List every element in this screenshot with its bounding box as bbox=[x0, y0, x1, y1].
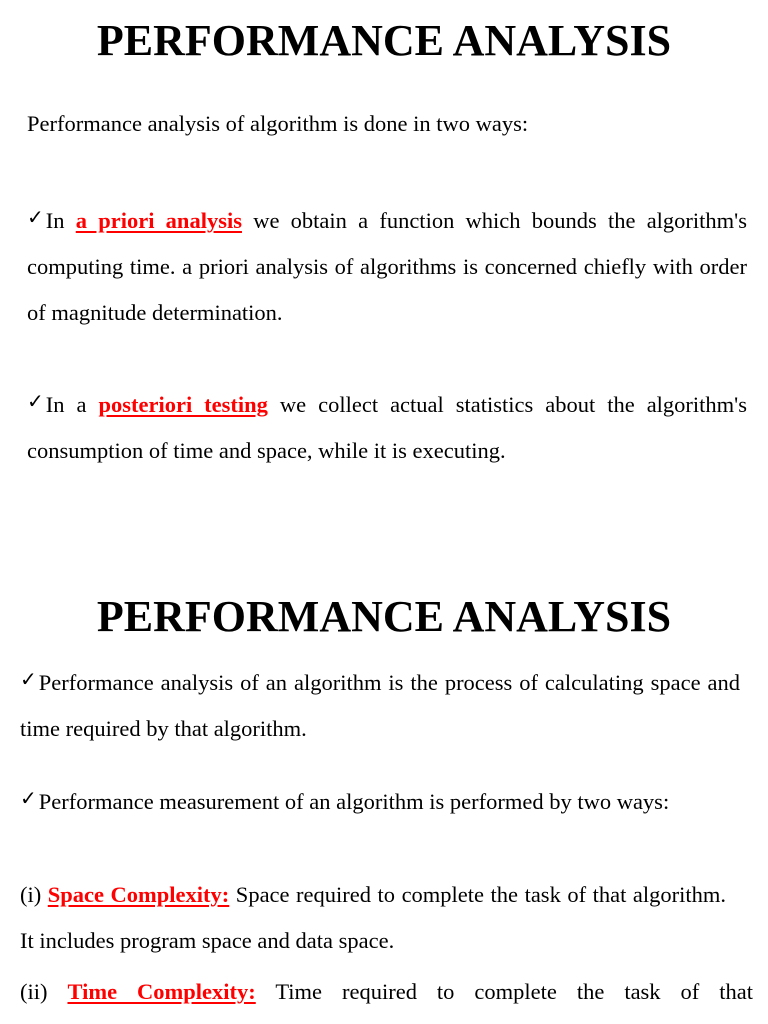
point-rest: we obtain a function which bounds the algorithm's computing time. a priori analysis of algorithms is concerned chiefly with order of magnitude determination. bbox=[27, 208, 747, 325]
item-lead: (i) bbox=[20, 882, 48, 907]
point-rest: we collect actual statistics about the algorithm's consumption of time and space, while it is executing. bbox=[27, 392, 747, 463]
item-lead: (ii) bbox=[20, 979, 68, 1004]
term-posteriori-testing: posteriori testing bbox=[98, 392, 268, 417]
slide-2 bbox=[0, 580, 768, 1024]
checkmark-icon: ✓ bbox=[20, 786, 37, 810]
point-text: Performance measurement of an algorithm is performed by two ways: bbox=[38, 789, 670, 814]
checkmark-icon: ✓ bbox=[27, 389, 44, 413]
checkmark-icon: ✓ bbox=[20, 667, 37, 691]
slide-2-item-space-complexity bbox=[20, 872, 726, 964]
slide-2-item-time-complexity bbox=[20, 969, 753, 1015]
term-space-complexity: Space Complexity: bbox=[47, 882, 230, 907]
point-text: Performance analysis of an algorithm is the process of calculating space and time required by that algorithm. bbox=[20, 670, 740, 741]
slide-2-point-measurement bbox=[20, 775, 753, 825]
point-lead: In a bbox=[45, 392, 99, 417]
term-a-priori-analysis: a priori analysis bbox=[75, 208, 242, 233]
slide-1-point-posteriori bbox=[27, 378, 747, 474]
slide-1-intro bbox=[27, 101, 747, 147]
item-rest: Time required to complete the task of that bbox=[255, 979, 753, 1004]
item-rest: Space required to complete the task of that algorithm. It includes program space and data space. bbox=[20, 882, 726, 953]
slide-1-title: PERFORMANCE ANALYSIS bbox=[96, 16, 672, 65]
term-time-complexity: Time Complexity: bbox=[67, 979, 256, 1004]
checkmark-icon: ✓ bbox=[27, 205, 44, 229]
slide-2-title: PERFORMANCE ANALYSIS bbox=[96, 592, 672, 641]
point-lead: In bbox=[45, 208, 76, 233]
slide-2-point-definition bbox=[20, 656, 740, 752]
slide-1-point-priori bbox=[27, 194, 747, 336]
intro-text: Performance analysis of algorithm is done in two ways: bbox=[27, 111, 529, 136]
